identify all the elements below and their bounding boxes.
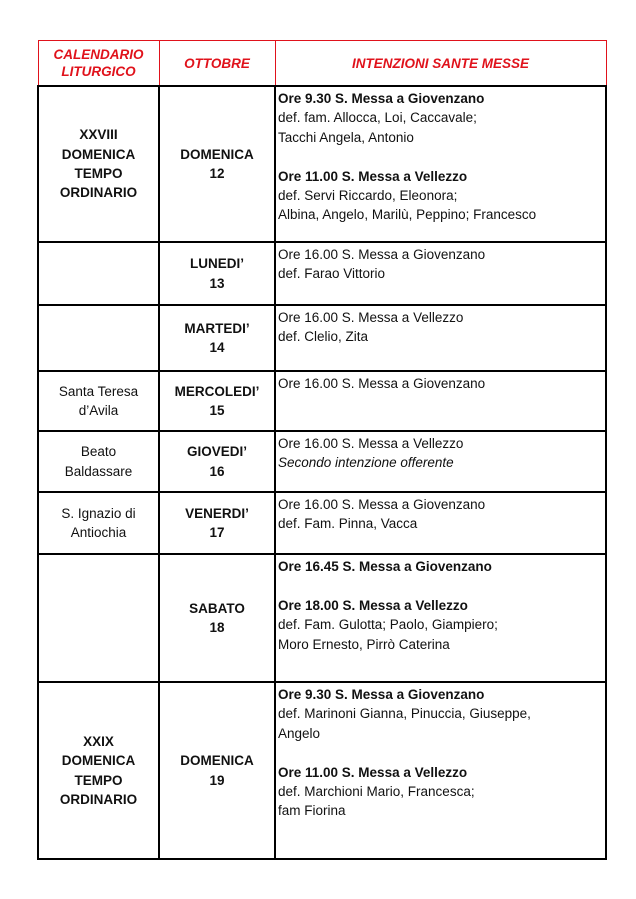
mass-title: Ore 16.00 S. Messa a Vellezzo — [278, 310, 464, 325]
mass-title: Ore 11.00 S. Messa a Vellezzo — [278, 168, 468, 184]
intention-line: Albina, Angelo, Marilù, Peppino; Francesco — [278, 207, 537, 223]
day-cell — [159, 554, 275, 682]
header-month: OTTOBRE — [159, 41, 275, 87]
intention-line: Angelo — [278, 725, 321, 741]
mass-title: Ore 9.30 S. Messa a Giovenzano — [278, 91, 485, 106]
day-number: 19 — [209, 772, 225, 788]
intentions-cell — [275, 371, 606, 431]
day-number: 17 — [209, 525, 225, 540]
liturgical-cell: XXIX DOMENICA TEMPO ORDINARIO — [38, 682, 159, 859]
day-name: GIOVEDI’ — [186, 444, 247, 460]
intentions-cell — [275, 554, 606, 682]
intention-line: fam Fiorina — [278, 803, 346, 819]
intention-line: Moro Ernesto, Pirrò Caterina — [278, 636, 450, 652]
intentions-cell — [275, 305, 606, 371]
liturgical-cell: Beato Baldassare — [38, 431, 159, 492]
day-name: MARTEDI’ — [184, 320, 250, 336]
intention-line: def. Servi Riccardo, Eleonora; — [278, 188, 458, 204]
table-row — [38, 242, 606, 305]
intentions-cell — [275, 492, 606, 554]
day-name: DOMENICA — [180, 753, 254, 769]
liturgical-cell — [38, 305, 159, 371]
day-name: VENERDI’ — [185, 505, 249, 521]
day-name: MERCOLEDI’ — [174, 383, 260, 399]
intentions-cell — [275, 242, 606, 305]
mass-title: Ore 18.00 S. Messa a Vellezzo — [278, 597, 468, 613]
table-row — [38, 492, 606, 554]
header-liturgical-calendar: CALENDARIO LITURGICO — [38, 41, 159, 87]
day-cell — [159, 682, 275, 859]
intentions-cell — [275, 682, 606, 859]
liturgical-cell: XXVIII DOMENICA TEMPO ORDINARIO — [38, 86, 159, 242]
table-row — [38, 86, 606, 242]
liturgical-cell: S. Ignazio di Antiochia — [38, 492, 159, 554]
mass-title: Ore 16.00 S. Messa a Giovenzano — [278, 247, 486, 262]
header-mass-intentions: INTENZIONI SANTE MESSE — [275, 41, 606, 87]
intention-line: def. Farao Vittorio — [278, 266, 386, 282]
day-number: 13 — [209, 275, 225, 291]
day-cell — [159, 305, 275, 371]
day-cell — [159, 431, 275, 492]
intention-line: Secondo intenzione offerente — [278, 455, 454, 471]
table-header-row — [38, 41, 606, 87]
intentions-cell — [275, 431, 606, 492]
day-name: DOMENICA — [180, 146, 254, 162]
day-number: 14 — [209, 340, 225, 355]
intention-line: Tacchi Angela, Antonio — [278, 129, 414, 145]
table-row — [38, 371, 606, 431]
intention-line: def. Clelio, Zita — [278, 329, 369, 345]
liturgical-cell — [38, 554, 159, 682]
day-number: 15 — [209, 403, 225, 418]
day-name: SABATO — [189, 600, 245, 616]
intentions-cell — [275, 86, 606, 242]
day-number: 16 — [209, 463, 225, 479]
day-cell — [159, 492, 275, 554]
day-name: LUNEDI’ — [190, 256, 244, 272]
mass-title: Ore 16.00 S. Messa a Vellezzo — [278, 436, 464, 451]
day-cell — [159, 86, 275, 242]
mass-title: Ore 16.45 S. Messa a Giovenzano — [278, 559, 492, 574]
day-number: 18 — [209, 620, 225, 635]
intention-line: def. Marchioni Mario, Francesca; — [278, 784, 475, 800]
day-number: 12 — [209, 166, 225, 181]
intention-line: def. Fam. Pinna, Vacca — [278, 516, 418, 532]
mass-calendar-table — [37, 40, 607, 860]
mass-title: Ore 16.00 S. Messa a Giovenzano — [278, 497, 486, 512]
table-row — [38, 682, 606, 859]
liturgical-cell: Santa Teresa d’Avila — [38, 371, 159, 431]
intention-line: def. Marinoni Gianna, Pinuccia, Giuseppe, — [278, 706, 531, 722]
mass-title: Ore 9.30 S. Messa a Giovenzano — [278, 687, 485, 702]
table-row — [38, 431, 606, 492]
table-row — [38, 305, 606, 371]
intention-line: def. Fam. Gulotta; Paolo, Giampiero; — [278, 617, 498, 633]
day-cell — [159, 371, 275, 431]
mass-calendar-sheet — [37, 40, 605, 860]
intention-line: def. fam. Allocca, Loi, Caccavale; — [278, 110, 477, 126]
mass-title: Ore 16.00 S. Messa a Giovenzano — [278, 376, 486, 391]
liturgical-cell — [38, 242, 159, 305]
table-row — [38, 554, 606, 682]
day-cell — [159, 242, 275, 305]
mass-title: Ore 11.00 S. Messa a Vellezzo — [278, 764, 468, 780]
